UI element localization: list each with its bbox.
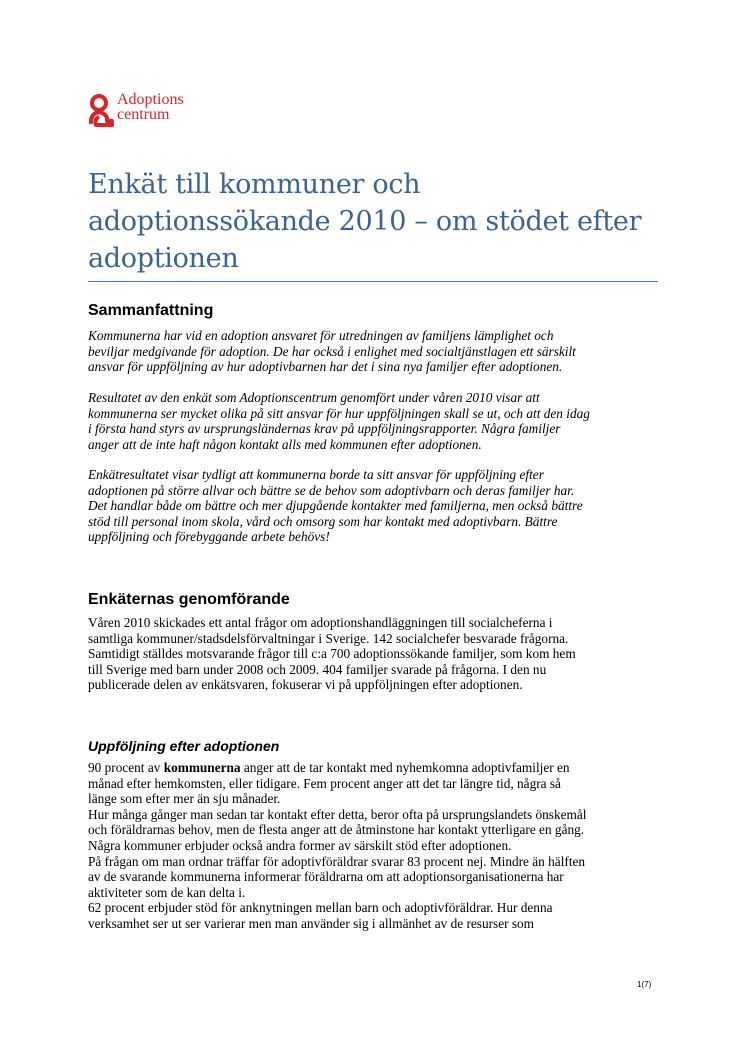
- text-line: aktiviteter som de kan delta i.: [88, 884, 246, 900]
- text-line: beviljar medgivande för adoption. De har också i enlighet med socialtjänstlagen ett särskilt: [88, 343, 576, 359]
- text-line: Kommunerna har vid en adoption ansvaret för utredningen av familjens lämplighet och: [88, 328, 554, 343]
- method-paragraph: [88, 615, 658, 693]
- method-heading: Enkäternas genomförande: [88, 591, 290, 608]
- text-line: av de svarande kommunerna informerar föräldrarna om att adoptionsorganisationerna har: [88, 869, 564, 885]
- title-divider: [88, 281, 658, 282]
- text-line: verksamhet ser ut ser varierar men man använder sig i allmänhet av de resurser som: [88, 915, 535, 931]
- text-line: till Sverige med barn under 2008 och 2009. 404 familjer svarade på frågorna. I den nu: [88, 661, 547, 677]
- logo-figure-icon: [88, 94, 114, 128]
- text-fragment: anger att de tar kontakt med nyhemkomna adoptivfamiljer en: [240, 760, 570, 775]
- text-line: Några kommuner erbjuder också andra former av särskilt stöd efter adoptionen.: [88, 837, 512, 853]
- text-line: stöd till personal inom skola, vård och omsorg som har kontakt med adoptivbarn. Bättre: [88, 513, 558, 529]
- text-line: På frågan om man ordnar träffar för adoptivföräldrar svarar 83 procent nej. Mindre än hälften: [88, 853, 586, 869]
- adoptionscentrum-logo: [88, 92, 218, 132]
- followup-paragraph: [88, 760, 658, 932]
- text-line: Våren 2010 skickades ett antal frågor om adoptionshandläggningen till socialcheferna i: [88, 615, 553, 630]
- logo-line-2: centrum: [117, 106, 170, 123]
- text-line: Resultatet av den enkät som Adoptionscentrum genomfört under våren 2010 visar att: [88, 390, 540, 405]
- text-line: [88, 760, 658, 776]
- text-line: Det handlar både om bättre och mer djupgående kontakter med familjerna, men också bättre: [88, 498, 583, 514]
- summary-paragraph-1: [88, 328, 658, 375]
- text-line: publicerade delen av enkätsvaren, fokuserar vi på uppföljningen efter adoptionen.: [88, 677, 523, 693]
- text-line: kommunerna ser mycket olika på sitt ansvar för hur uppföljningen skall se ut, och att den idag: [88, 405, 590, 421]
- logo-text: [117, 92, 184, 122]
- text-line: Enkätresultatet visar tydligt att kommunerna borde ta sitt ansvar för uppföljning efter: [88, 467, 544, 482]
- emphasis-kommunerna: kommunerna: [163, 760, 241, 775]
- text-line: månad efter hemkomsten, eller tidigare. Fem procent anger att det tar längre tid, några så: [88, 775, 561, 791]
- summary-heading: Sammanfattning: [88, 302, 214, 319]
- text-line: i första hand styrs av ursprungsländernas krav på uppföljningsrapporter. Några familjer: [88, 421, 561, 437]
- summary-paragraph-2: [88, 390, 658, 452]
- text-line: uppföljning och förebyggande arbete behövs!: [88, 529, 330, 545]
- text-line: adoptionen på större allvar och bättre se de behov som adoptivbarn och deras familjer har.: [88, 482, 575, 498]
- document-title: Enkät till kommuner och adoptionssökande 2010 – om stödet efter adoptionen: [88, 169, 642, 274]
- text-line: och föräldrarnas behov, men de flesta anger att de åtminstone har kontakt ytterligare en gång.: [88, 822, 585, 838]
- logo-line-1: Adoptions: [117, 91, 184, 108]
- text-line: anger att de inte haft någon kontakt alls med kommunen efter adoptionen.: [88, 436, 482, 452]
- followup-heading: Uppföljning efter adoptionen: [88, 738, 280, 754]
- text-line: samtliga kommuner/stadsdelsförvaltningar i Sverige. 142 socialchefer besvarade frågorna.: [88, 630, 569, 646]
- text-line: Hur många gånger man sedan tar kontakt efter detta, beror ofta på ursprungslandets önskemål: [88, 806, 587, 822]
- text-line: länge som efter mer än sju månader.: [88, 791, 281, 807]
- summary-paragraph-3: [88, 467, 658, 545]
- text-line: ansvar för uppföljning av hur adoptivbarnen har det i sina nya familjer efter adoptionen.: [88, 359, 563, 375]
- page-number: 1(7): [637, 980, 652, 989]
- text-line: 62 procent erbjuder stöd för anknytningen mellan barn och adoptivföräldrar. Hur denna: [88, 900, 553, 916]
- text-fragment: 90 procent av: [88, 760, 164, 775]
- text-line: Samtidigt ställdes motsvarande frågor till c:a 700 adoptionssökande familjer, som kom hem: [88, 646, 576, 662]
